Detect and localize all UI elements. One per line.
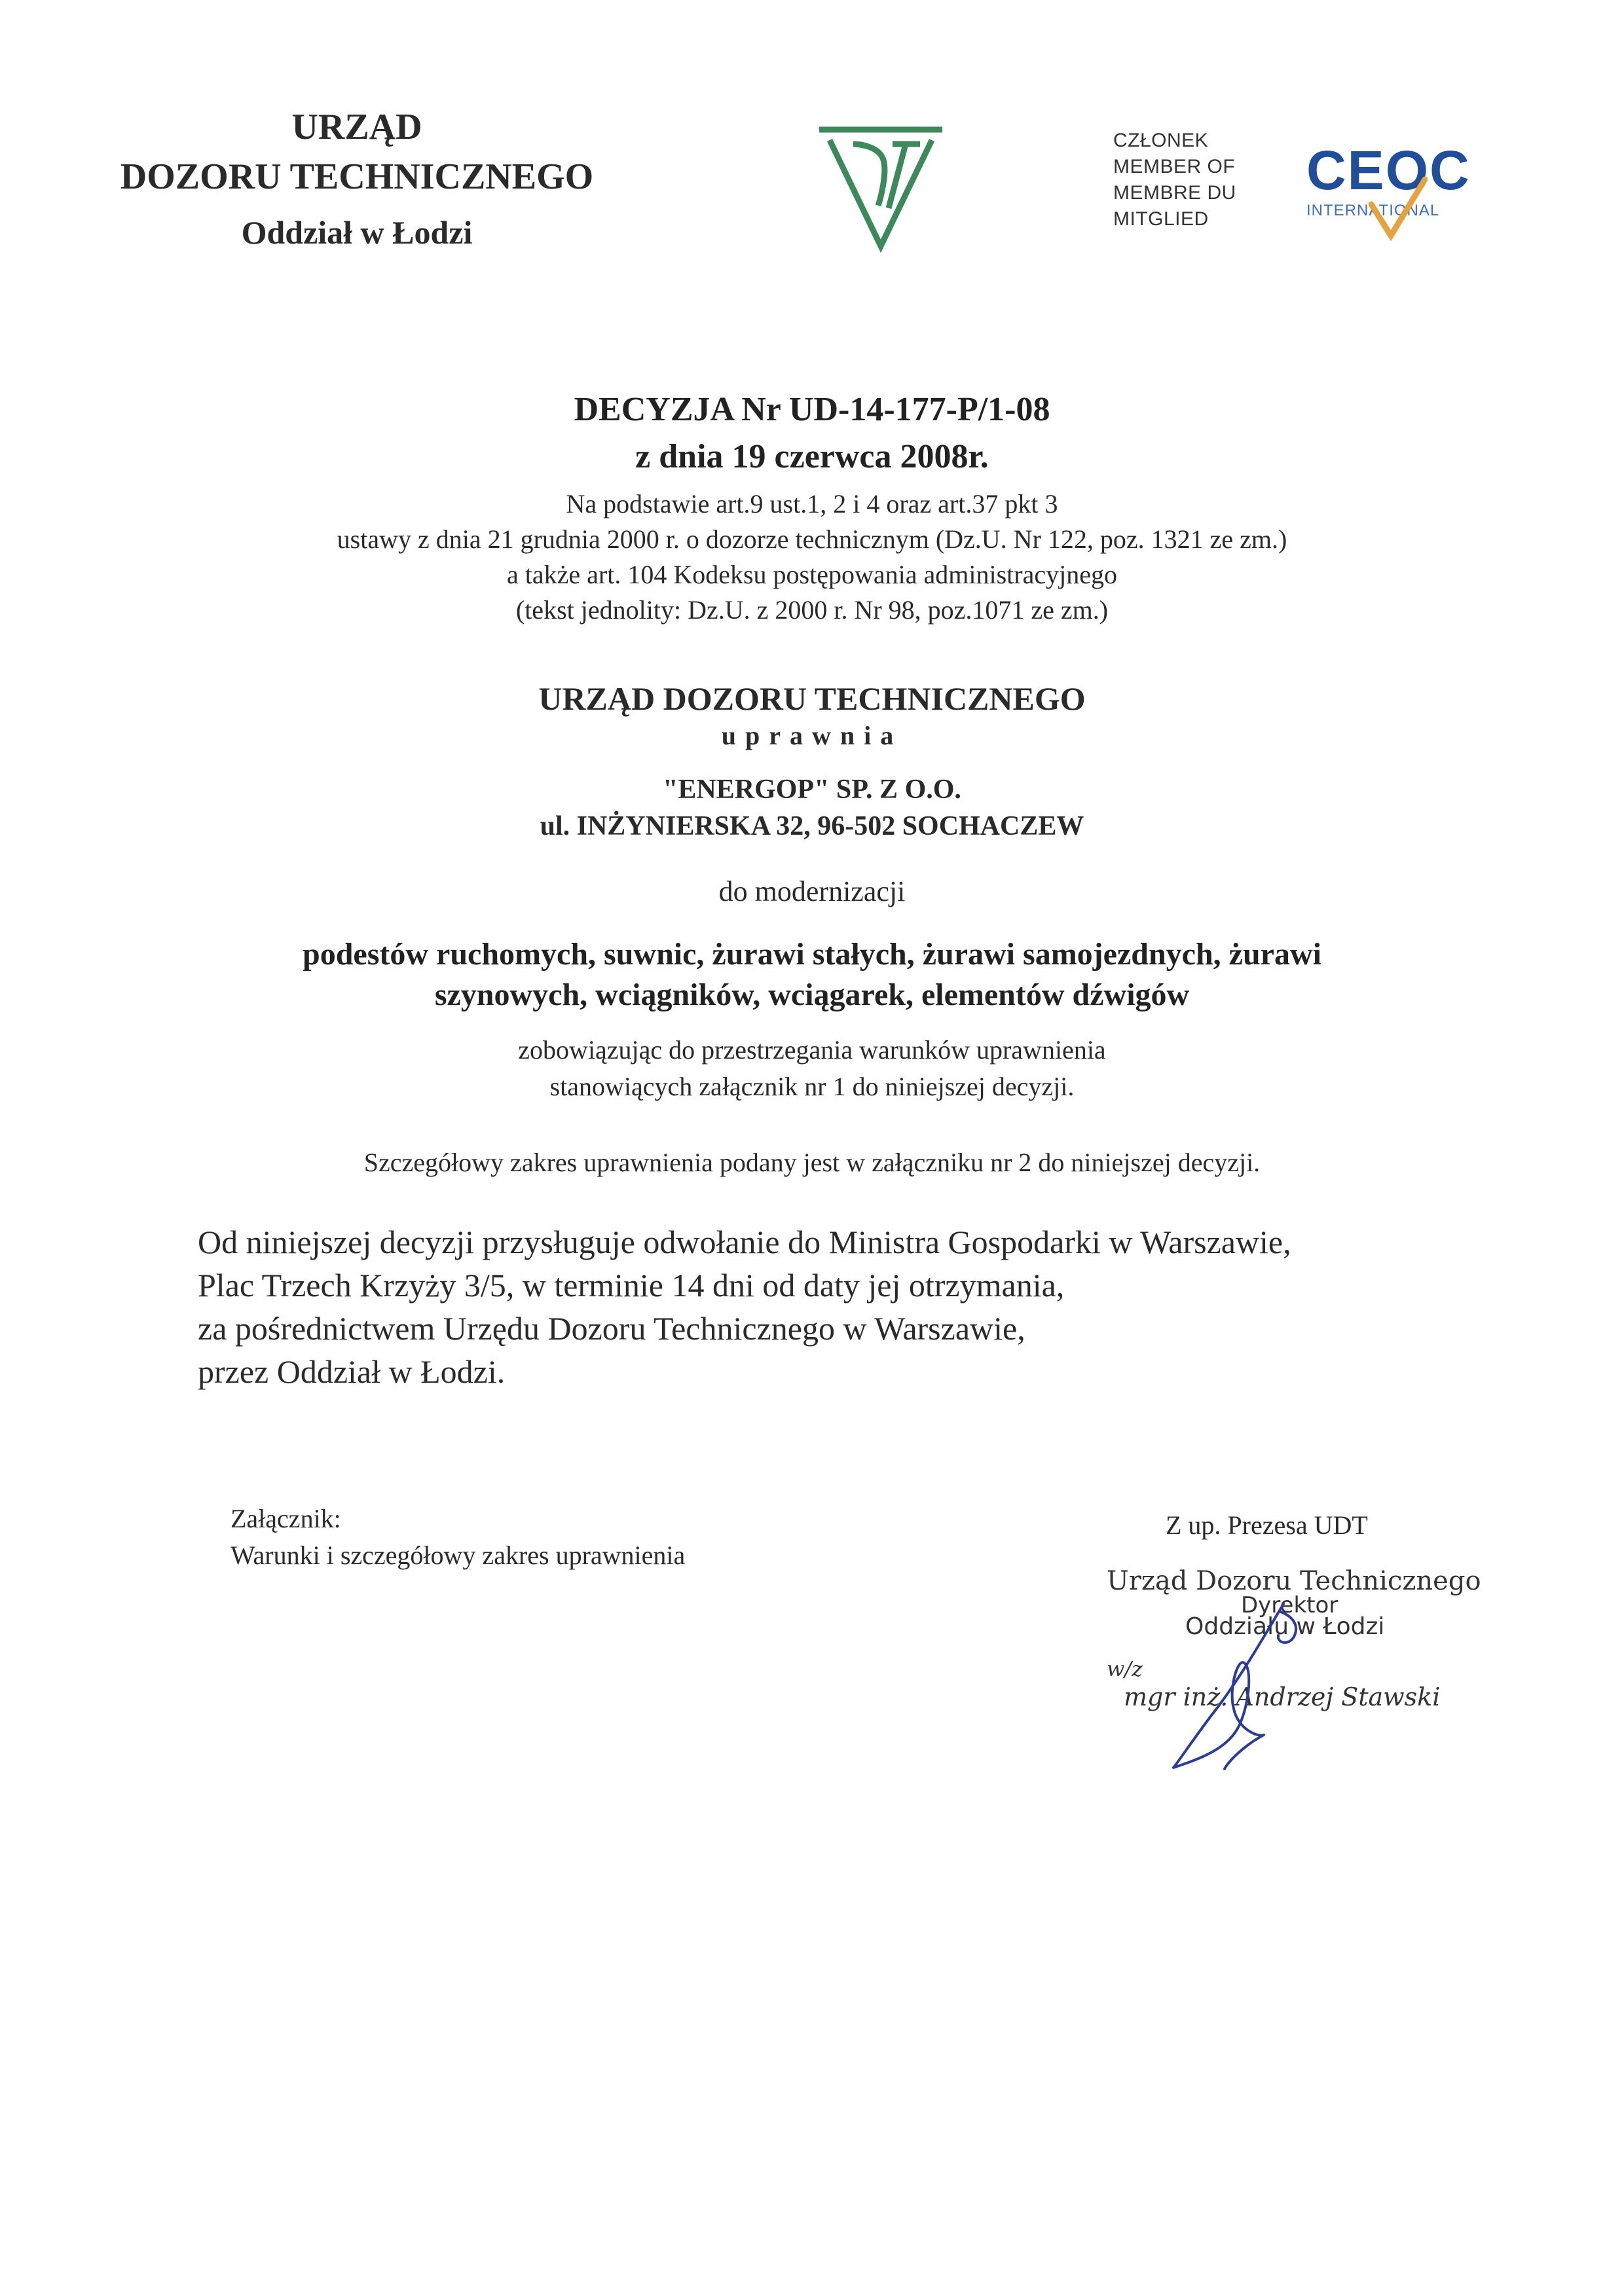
- ceoc-logo-text: CEOC: [1306, 139, 1471, 201]
- member-line-1: CZŁONEK: [1113, 130, 1209, 151]
- decision-title: DECYZJA Nr UD-14-177-P/1-08: [574, 391, 1050, 428]
- signatory-name: mgr inż. Andrzej Stawski: [1124, 1683, 1441, 1711]
- obligation-line2: stanowiących załącznik nr 1 do niniejszej decyzji.: [549, 1072, 1075, 1101]
- org-branch: Oddział w Łodzi: [241, 214, 473, 251]
- stamp-line3: Oddziału w Łodzi: [1185, 1613, 1385, 1640]
- legal-basis-line2: ustawy z dnia 21 grudnia 2000 r. o dozorze technicznym (Dz.U. Nr 122, poz. 1321 ze zm.): [337, 524, 1287, 554]
- authority-verb: uprawnia: [721, 721, 903, 750]
- ceoc-check-icon: [1369, 175, 1428, 241]
- on-behalf-label: Z up. Prezesa UDT: [1166, 1510, 1368, 1540]
- udt-logo-icon: [815, 124, 946, 255]
- appeal-line3: za pośrednictwem Urzędu Dozoru Technicznego w Warszawie,: [198, 1310, 1025, 1347]
- scope-line1: podestów ruchomych, suwnic, żurawi stałych, żurawi samojezdnych, żurawi: [303, 937, 1321, 972]
- authority-name: URZĄD DOZORU TECHNICZNEGO: [538, 680, 1086, 717]
- stamp-line2: Dyrektor: [1241, 1592, 1338, 1618]
- member-line-4: MITGLIED: [1113, 208, 1209, 230]
- company-name: "ENERGOP" SP. Z O.O.: [663, 774, 961, 805]
- org-name-line2: DOZORU TECHNICZNEGO: [120, 156, 594, 197]
- legal-basis-line4: (tekst jednolity: Dz.U. z 2000 r. Nr 98, poz.1071 ze zm.): [515, 595, 1109, 625]
- org-name-line1: URZĄD: [291, 107, 422, 147]
- legal-basis-line3: a także art. 104 Kodeksu postępowania administracyjnego: [507, 560, 1117, 589]
- attachment-text: Warunki i szczegółowy zakres uprawnienia: [231, 1540, 686, 1570]
- member-line-3: MEMBRE DU: [1113, 182, 1236, 204]
- attachment-label: Załącznik:: [231, 1504, 341, 1533]
- wz-label: w/z: [1107, 1656, 1143, 1681]
- company-address: ul. INŻYNIERSKA 32, 96-502 SOCHACZEW: [540, 811, 1084, 841]
- ceoc-logo-subtext: INTERNATIONAL: [1306, 202, 1440, 219]
- member-line-2: MEMBER OF: [1113, 156, 1236, 177]
- appeal-line1: Od niniejszej decyzji przysługuje odwołanie do Ministra Gospodarki w Warszawie,: [198, 1224, 1291, 1260]
- decision-date: z dnia 19 czerwca 2008r.: [635, 438, 989, 475]
- appeal-line2: Plac Trzech Krzyży 3/5, w terminie 14 dni od daty jej otrzymania,: [198, 1267, 1065, 1303]
- handwritten-signature-icon: [1166, 1597, 1349, 1781]
- purpose-text: do modernizacji: [718, 875, 906, 907]
- appeal-line4: przez Oddział w Łodzi.: [198, 1353, 506, 1390]
- legal-basis-line1: Na podstawie art.9 ust.1, 2 i 4 oraz art.37 pkt 3: [566, 489, 1058, 519]
- scope-detail-note: Szczegółowy zakres uprawnienia podany jest w załączniku nr 2 do niniejszej decyzji.: [363, 1148, 1261, 1177]
- scope-line2: szynowych, wciągników, wciągarek, elementów dźwigów: [434, 977, 1190, 1012]
- stamp-line1: Urząd Dozoru Technicznego: [1107, 1566, 1481, 1596]
- obligation-line1: zobowiązując do przestrzegania warunków uprawnienia: [518, 1035, 1106, 1065]
- ceoc-logo: [1306, 139, 1471, 241]
